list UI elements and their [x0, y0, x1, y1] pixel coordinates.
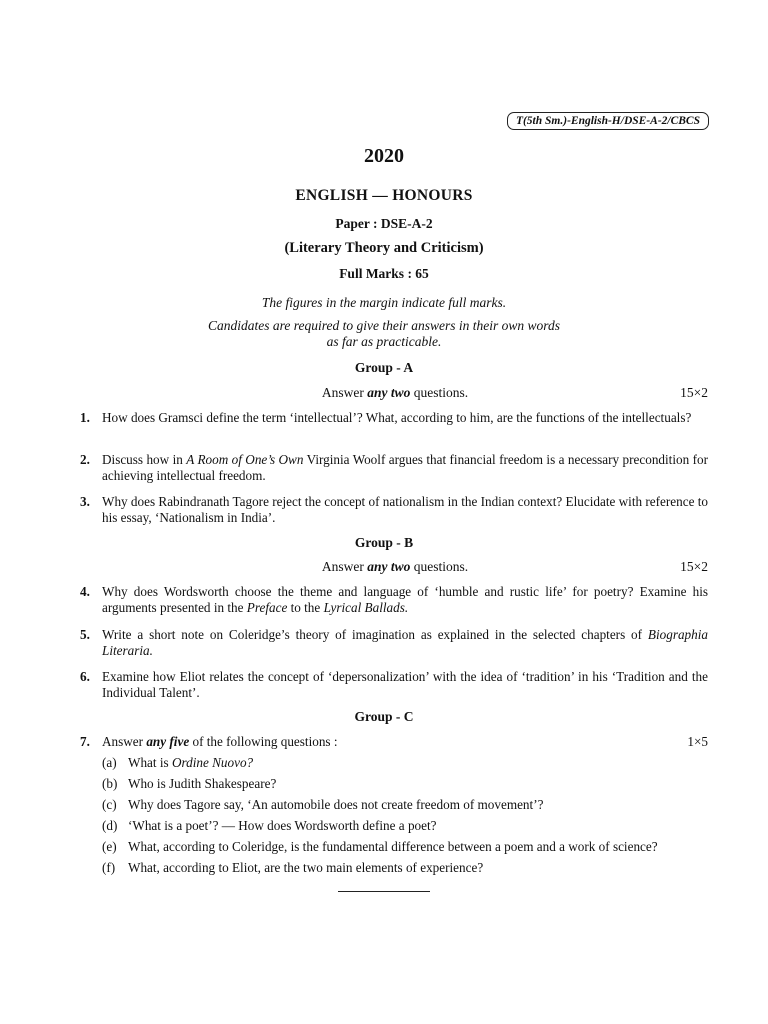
sub-question-text: Why does Tagore say, ‘An automobile does not create freedom of movement’? [128, 797, 544, 812]
sub-question-d [102, 818, 712, 834]
sub-question-label: (f) [102, 860, 116, 875]
instr-post: questions. [410, 385, 469, 400]
question-text [102, 452, 708, 484]
sub-question-f [102, 860, 712, 876]
answer-note [0, 318, 768, 350]
group-b-title: Group - B [354, 535, 414, 550]
journal-title: Ordine Nuovo? [171, 755, 254, 770]
question-number: 1. [80, 410, 90, 425]
question-text: Why does Rabindranath Tagore reject the concept of nationalism in the Indian context? Elucidate with reference to his essay, ‘Nationalism in India’. [102, 494, 708, 525]
question-4 [80, 584, 708, 616]
group-a-instruction [82, 385, 708, 403]
sub-question-a [102, 755, 712, 771]
question-text: Examine how Eliot relates the concept of ‘depersonalization’ with the idea of ‘tradition’ in his ‘Tradition and the Individual Talent’. [102, 669, 708, 700]
sub-question-label: (d) [102, 818, 118, 833]
question-5 [80, 627, 708, 659]
question-number: 4. [80, 584, 90, 599]
question-number: 5. [80, 627, 90, 642]
text-part: What is [128, 755, 172, 770]
sub-question-e [102, 839, 712, 855]
sub-question-c [102, 797, 712, 813]
sub-question-label: (e) [102, 839, 117, 854]
sub-question-text: What, according to Eliot, are the two main elements of experience? [128, 860, 484, 875]
book-title: Lyrical Ballads. [323, 600, 409, 615]
text-part: Why does Wordsworth choose the theme and language of ‘humble and rustic life’ for poetry? Examine his arguments presented in the [102, 584, 708, 615]
question-text: How does Gramsci define the term ‘intellectual’? What, according to him, are the functions of the intellectuals? [102, 410, 692, 425]
question-text [102, 734, 708, 750]
group-b-instruction [82, 559, 708, 577]
subject-title: ENGLISH — HONOURS [295, 187, 473, 204]
text-part: Virginia Woolf argues that financial freedom is a necessary precondition for achieving intellectual freedom. [102, 452, 708, 483]
sub-question-label: (c) [102, 797, 117, 812]
sub-question-text: Who is Judith Shakespeare? [128, 776, 277, 791]
group-a-marks: 15×2 [680, 385, 708, 400]
instr-emphasis: any two [367, 385, 411, 400]
book-title: A Room of One’s Own [186, 452, 304, 467]
paper-title: (Literary Theory and Criticism) [284, 240, 484, 256]
question-text [102, 584, 708, 616]
question-1 [80, 410, 708, 426]
end-rule [338, 891, 430, 892]
answer-note-line2: as far as practicable. [326, 334, 442, 349]
paper-code: Paper : DSE-A-2 [335, 216, 433, 231]
text-part: to the [287, 600, 324, 615]
instr-pre: Answer [321, 559, 368, 574]
question-6 [80, 669, 708, 701]
book-title: Preface [246, 600, 288, 615]
group-a-title: Group - A [354, 360, 414, 375]
sub-question-text: ‘What is a poet’? — How does Wordsworth define a poet? [128, 818, 437, 833]
group-a-instruction-text [82, 385, 708, 401]
paper-code-box: T(5th Sm.)-English-H/DSE-A-2/CBCS [507, 112, 709, 130]
text-part: Write a short note on Coleridge’s theory of imagination as explained in the selected chapters of [102, 627, 648, 642]
instr-emphasis: any two [367, 559, 411, 574]
sub-question-label: (a) [102, 755, 117, 770]
answer-note-line1: Candidates are required to give their answers in their own words [208, 318, 560, 333]
question-2 [80, 452, 708, 484]
exam-year: 2020 [364, 145, 404, 167]
full-marks: Full Marks : 65 [339, 266, 429, 281]
question-7-marks: 1×5 [687, 734, 708, 749]
question-number: 6. [80, 669, 90, 684]
question-7 [80, 734, 708, 750]
sub-question-label: (b) [102, 776, 118, 791]
book-title: Biographia Literaria. [102, 627, 708, 658]
instr-post: questions. [410, 559, 469, 574]
margin-note: The figures in the margin indicate full marks. [261, 295, 507, 310]
text-part: Discuss how in [102, 452, 187, 467]
instr-emphasis: any five [146, 734, 190, 749]
text-part: of the following questions : [189, 734, 338, 749]
question-number: 7. [80, 734, 90, 749]
question-number: 2. [80, 452, 90, 467]
group-b-marks: 15×2 [680, 559, 708, 574]
group-c-title: Group - C [354, 709, 414, 724]
question-3 [80, 494, 708, 526]
question-text [102, 627, 708, 659]
instr-pre: Answer [321, 385, 368, 400]
sub-question-b [102, 776, 712, 792]
question-number: 3. [80, 494, 90, 509]
sub-question-text: What, according to Coleridge, is the fundamental difference between a poem and a work of science? [128, 839, 658, 854]
group-b-instruction-text [82, 559, 708, 575]
text-part: Answer [102, 734, 147, 749]
